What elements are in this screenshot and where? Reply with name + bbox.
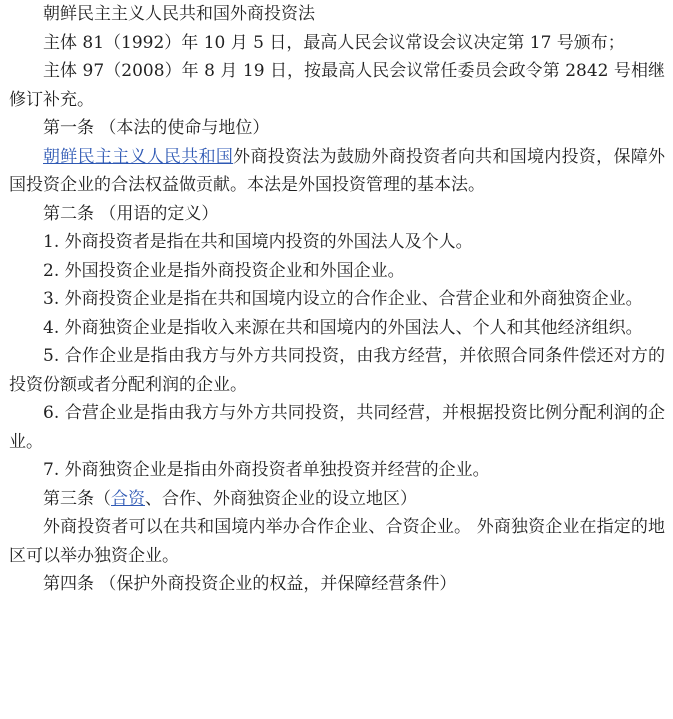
article-2-item-3: 3. 外商投资企业是指在共和国境内设立的合作企业、合营企业和外商独资企业。 <box>43 289 643 309</box>
law-title: 朝鲜民主主义人民共和国外商投资法 <box>43 4 315 24</box>
article-2-heading: 第二条 （用语的定义） <box>43 203 219 224</box>
article-2-item-4: 4. 外商独资企业是指收入来源在共和国境内的外国法人、个人和其他经济组织。 <box>43 317 643 338</box>
amendment-note: 主体 97（2008）年 8 月 19 日，按最高人民会议常任委员会政令第 2842 号相继修订补充。 <box>9 61 665 110</box>
article-4-heading: 第四条 （保护外商投资企业的权益，并保障经营条件） <box>43 574 457 594</box>
joint-venture-link[interactable]: 合资 <box>111 488 145 509</box>
article-3-prefix: 第三条（ <box>43 488 111 509</box>
adoption-note: 主体 81（1992）年 10 月 5 日，最高人民会议常设会议决定第 17 号颁布； <box>43 32 625 53</box>
article-2-item-6: 6. 合营企业是指由我方与外方共同投资，共同经营，并根据投资比例分配利润的企业。 <box>9 403 665 452</box>
article-3-heading <box>9 485 665 514</box>
article-2-item-5: 5. 合作企业是指由我方与外方共同投资，由我方经营，并依照合同条件偿还对方的投资份额或者分配利润的企业。 <box>9 346 665 395</box>
country-name-link[interactable]: 朝鲜民主主义人民共和国 <box>43 146 234 167</box>
article-3-suffix: 、合作、外商独资企业的设立地区） <box>145 488 417 509</box>
article-1-text: 外商投资法为鼓励外商投资者向共和国境内投资，保障外国投资企业的合法权益做贡献。本法是外国投资管理的基本法。 <box>9 146 666 195</box>
article-1-body <box>9 143 665 200</box>
article-3-body: 外商投资者可以在共和国境内举办合作企业、合资企业。 外商独资企业在指定的地区可以举办独资企业。 <box>9 517 665 566</box>
law-document <box>9 0 665 599</box>
article-2-item-1: 1. 外商投资者是指在共和国境内投资的外国法人及个人。 <box>43 232 473 252</box>
article-2-item-2: 2. 外国投资企业是指外商投资企业和外国企业。 <box>43 260 405 281</box>
article-1-heading: 第一条 （本法的使命与地位） <box>43 118 270 138</box>
article-2-item-7: 7. 外商独资企业是指由外商投资者单独投资并经营的企业。 <box>43 460 490 480</box>
